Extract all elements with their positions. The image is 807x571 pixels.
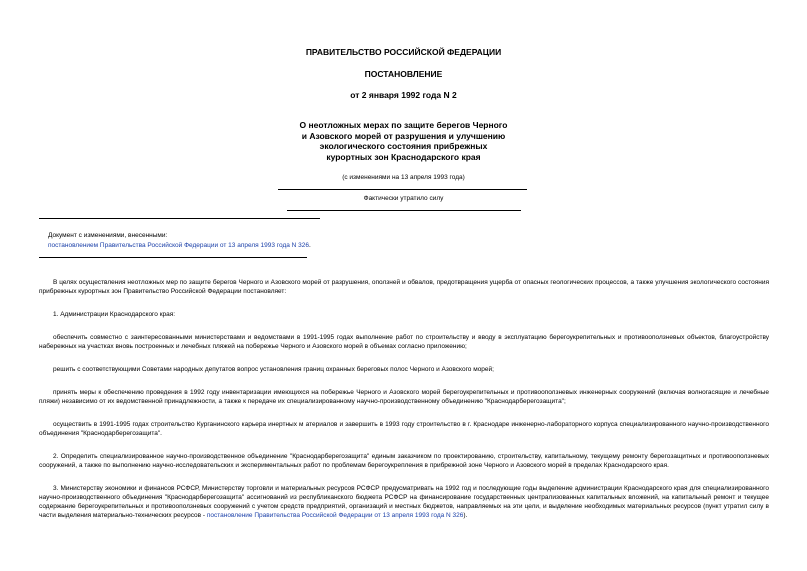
paragraph-item-1-d: осуществить в 1991-1995 годах строительство Курганинского карьера инертных м атериалов и завершить в 1993 году строительство в г. Краснодаре инженерно-лабораторного корпуса специализированного научно-производственного объединения "Краснодарберегозащита". <box>39 421 769 437</box>
divider <box>287 210 521 211</box>
amendment-link-tail: . <box>309 242 311 249</box>
government-heading: ПРАВИТЕЛЬСТВО РОССИЙСКОЙ ФЕДЕРАЦИИ <box>305 47 502 57</box>
subject-line: экологического состояния прибрежных <box>319 141 488 151</box>
subject-line: О неотложных мерах по защите берегов Черного <box>299 120 508 130</box>
document-subject <box>0 120 807 162</box>
divider <box>39 218 320 219</box>
paragraph-item-3-tail: ). <box>463 512 468 519</box>
paragraph-item-3-text: 3. Министерству экономики и финансов РСФСР, Министерству торговли и материальных ресурсов РСФСР предусматривать на 1992 год и последующие годы выделение администрации Краснодарского края для специализированного научно-производственного объединения "Краснодарберегозащита" ассигнований из республиканского бюджета РСФСР на финансирование государственных централизованных капитальных вложений, на капитальный ремонт и текущее содержание берегоукрепительных и противооползневых сооружений с учетом средств предприятий, организаций и местных бюджетов, направляемых на эти цели, и выделение необходимых материальных ресурсов (пункт утратил силу в части выделения материально-технических ресурсов - <box>39 485 769 519</box>
subject-line: и Азовского морей от разрушения и улучшению <box>301 130 506 141</box>
paragraph-item-1: 1. Администрации Краснодарского края: <box>53 311 176 318</box>
divider <box>278 189 527 190</box>
divider <box>39 257 307 258</box>
amendments-block <box>48 231 311 251</box>
paragraph-item-1-a: обеспечить совместно с заинтересованными министерствами и ведомствами в 1991-1995 годах выполнение работ по строительству и вводу в эксплуатацию берегоукрепительных и противооползневых объектов, благоустройству набережных на участках вновь построенных и лечебных пляжей на побережье Черного и Азовского морей в объемах согласно приложению; <box>39 334 769 350</box>
amendment-link-inline[interactable]: постановление Правительства Российской Федерации от 13 апреля 1993 года N 326 <box>206 512 464 519</box>
amendment-link[interactable]: постановлением Правительства Российской Федерации от 13 апреля 1993 года N 326 <box>48 242 309 249</box>
paragraph-item-3 <box>39 484 769 520</box>
changes-note: (с изменениями на 13 апреля 1993 года) <box>342 174 465 181</box>
paragraph-item-2: 2. Определить специализированное научно-производственное объединение "Краснодарберегозащита" единым заказчиком по проектированию, строительству, капитальному, текущему ремонту берегозащитных и противооползневых сооружений, а также по выполнению научно-исследовательских и экспериментальных работ по проблемам берегоукрепления в прибрежной зоне Черного и Азовского морей в пределах Краснодарского края. <box>39 453 769 469</box>
amendments-intro: Документ с изменениями, внесенными: <box>48 232 168 239</box>
document-type-heading: ПОСТАНОВЛЕНИЕ <box>364 69 443 79</box>
paragraph-preamble: В целях осуществления неотложных мер по защите берегов Черного и Азовского морей от разрушения, оползней и обвалов, предотвращения ущерба от опасных геологических процессов, а также улучшения экологического состояния прибрежных курортных зон Правительство Российской Федерации постановляет: <box>39 279 769 295</box>
document-body <box>39 278 769 520</box>
document-date: от 2 января 1992 года N 2 <box>350 90 457 100</box>
subject-line: курортных зон Краснодарского края <box>326 151 481 162</box>
status-note: Фактически утратило силу <box>363 195 444 202</box>
paragraph-item-1-c: принять меры к обеспечению проведения в 1992 году инвентаризации имеющихся на побережье Черного и Азовского морей берегоукрепительных и противооползневых инженерных сооружений (включая волногасящие и лечебные пляжи) независимо от их ведомственной принадлежности, а также к передаче их специализированному научно-производственному объединению "Краснодарберегозащита"; <box>39 389 769 405</box>
paragraph-item-1-b: решить с соответствующими Советами народных депутатов вопрос установления границ охранных береговых полос Черного и Азовского морей; <box>53 366 494 373</box>
amendments-entry <box>48 241 311 251</box>
